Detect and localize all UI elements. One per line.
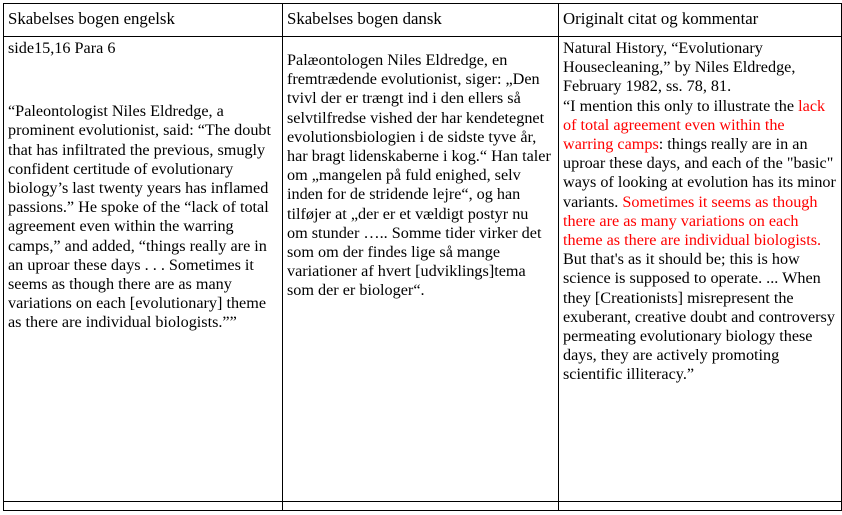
empty-cell-2 [283, 502, 559, 511]
english-cell [4, 37, 283, 502]
danish-spacer [287, 39, 553, 51]
quote-comparison-table [3, 3, 842, 511]
english-reference: side15,16 Para 6 [8, 39, 116, 57]
original-source: Natural History, “Evolutionary Housecleaning,” by Niles Eldredge, February 1982, ss. 78, 81. [563, 39, 796, 96]
original-quote-part-3: But that's as it should be; this is how science is supposed to operate. ... When they [Creationists] misrepresent the exuberant, creative doubt and controversy permeating evolutionary biology these days, they are actively promoting scientific illiteracy.” [563, 250, 835, 384]
original-quote-part-1: “I mention this only to illustrate the [563, 96, 799, 115]
empty-cell-3 [559, 502, 842, 511]
highlight-lack-of-agreement: lack of total agreement even within the warring camps [563, 96, 826, 154]
header-english: Skabelses bogen engelsk [4, 4, 283, 37]
header-row [4, 4, 842, 37]
empty-row [4, 502, 842, 511]
empty-cell-1 [4, 502, 283, 511]
header-original: Originalt citat og kommentar [559, 4, 842, 37]
content-row [4, 37, 842, 502]
highlight-variations: Sometimes it seems as though there are as many variations on each theme as there are individual biologists. [563, 192, 822, 250]
original-quote-part-2: : things really are in an uproar these days, and each of the "basic" ways of looking at evolution has its minor variants. [563, 135, 836, 211]
original-quote [563, 97, 836, 385]
danish-quote: Palæontologen Niles Eldredge, en fremtrædende evolutionist, siger: „Den tvivl der er trængt ind i den ellers så selvtilfredse vished der har kendetegnet evolutionsbiologien i de sidste tyve år, har bragt lidenskaberne i kog.“ Han taler om „mangelen på fuld enighed, selv inden for de stridende lejre“, og han tilføjer at „der er et vældigt postyr nu om stunder ….. Somme tider virker det som om der findes lige så mange variationer af hvert [udviklings]tema som der er biologer“. [287, 51, 551, 300]
english-quote: “Paleontologist Niles Eldredge, a prominent evolutionist, said: “The doubt that has infiltrated the previous, smugly confident certitude of evolutionary biology’s last twenty years has inflamed passions.” He spoke of the “lack of total agreement even within the warring camps,” and added, “things really are in an uproar these days . . . Sometimes it seems as though there are as many variations on each [evolutionary] theme as there are individual biologists.”” [8, 102, 272, 332]
header-danish: Skabelses bogen dansk [283, 4, 559, 37]
original-cell [559, 37, 842, 502]
english-spacer [8, 58, 277, 102]
danish-cell [283, 37, 559, 502]
